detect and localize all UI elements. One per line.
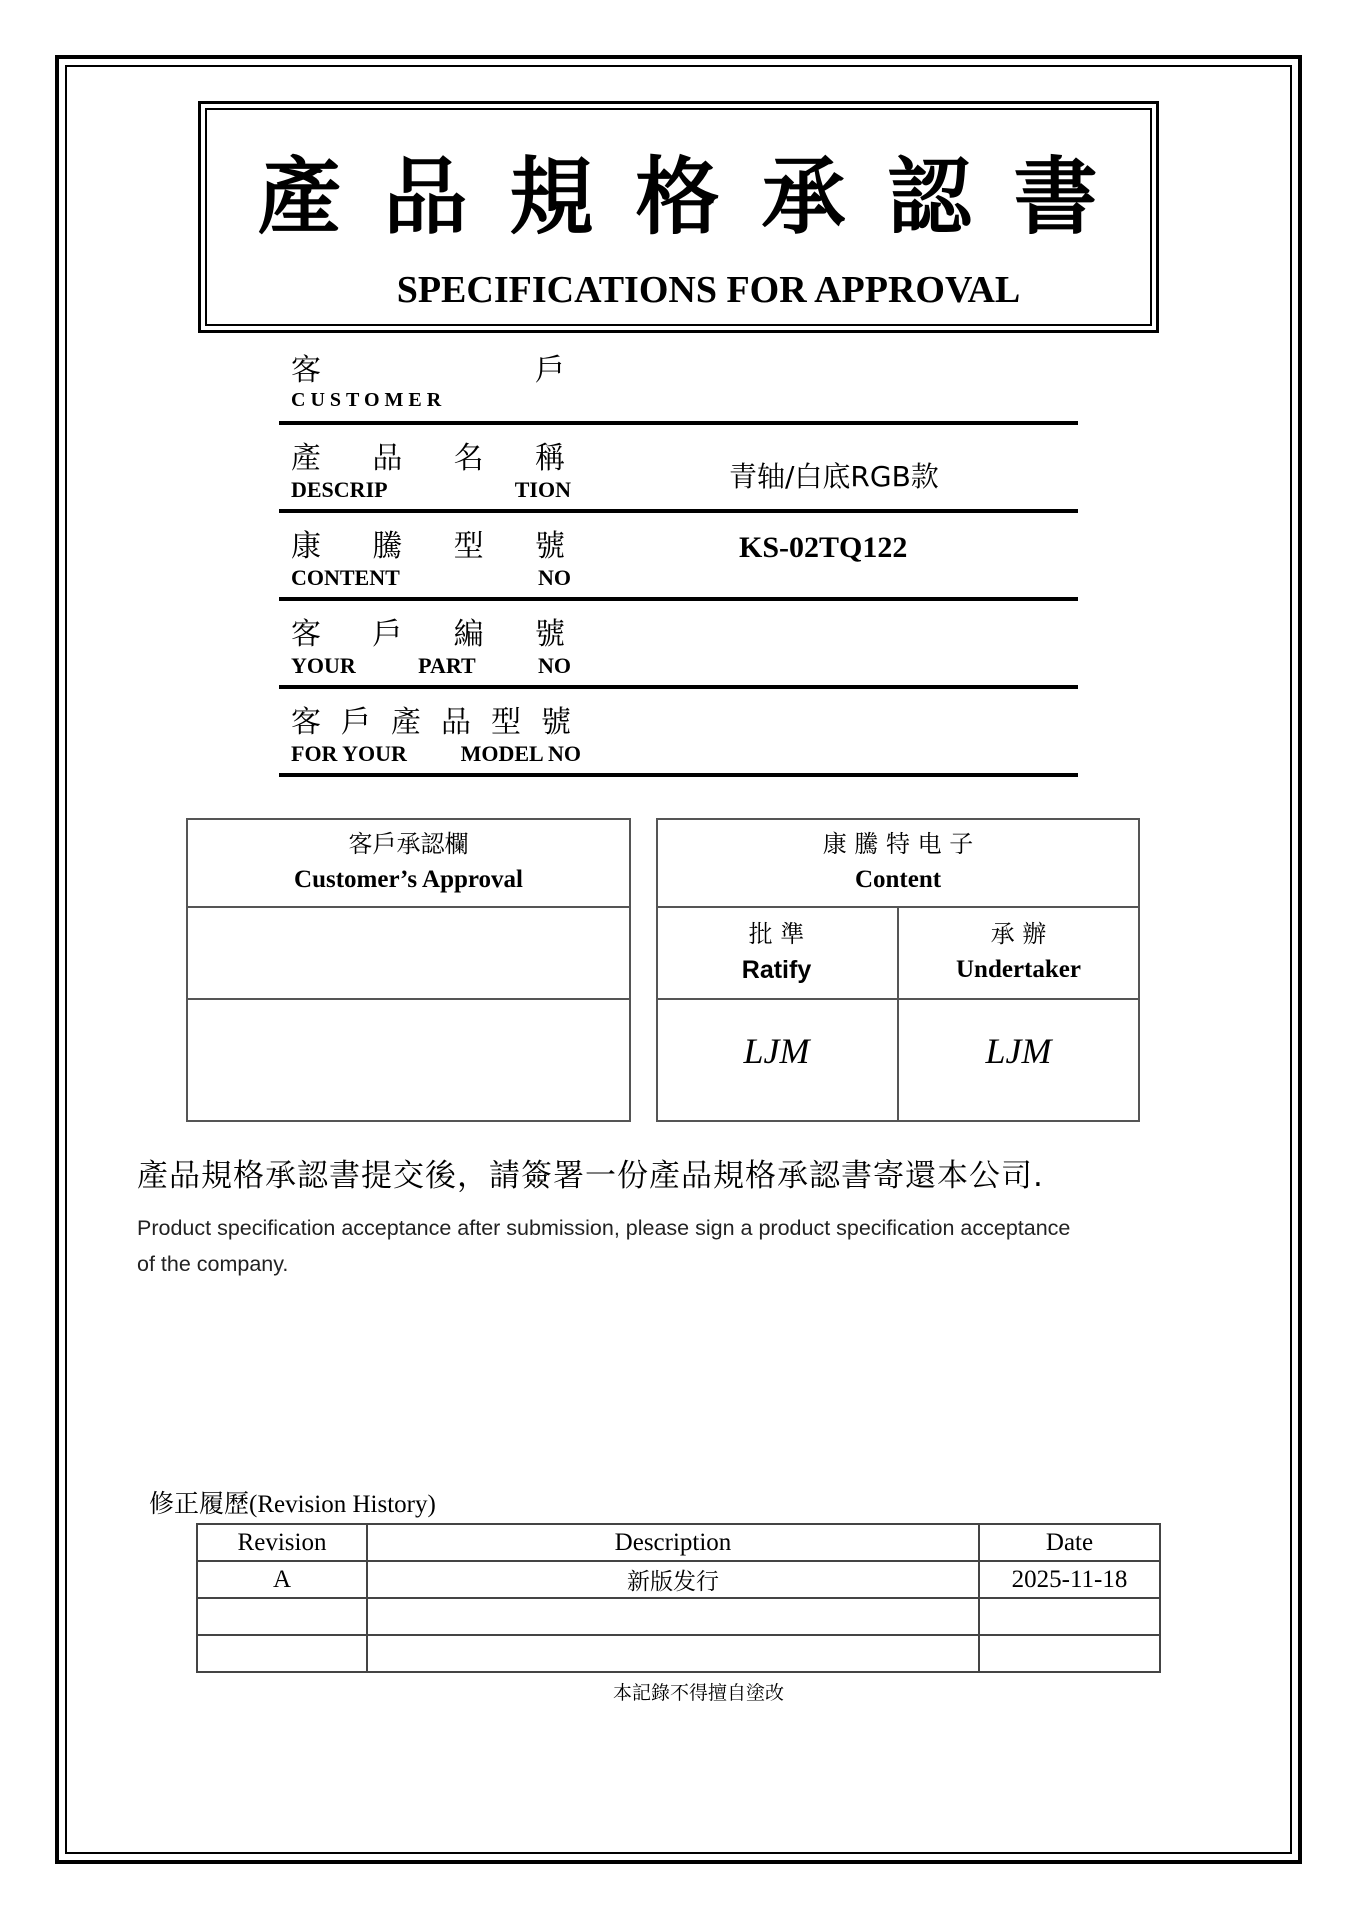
customer-approval-en: Customer’s Approval	[294, 866, 523, 893]
label-word: YOUR	[291, 653, 356, 678]
table-row	[197, 1598, 1160, 1635]
undertaker-header	[897, 916, 1140, 988]
revision-history-label: 修正履歷(Revision History)	[149, 1491, 436, 1518]
cell-date	[979, 1598, 1160, 1635]
row-label-en	[291, 389, 571, 412]
ratify-header	[656, 916, 897, 988]
label-word: NO	[538, 565, 571, 590]
label-char: 客	[291, 617, 321, 652]
cell-revision	[197, 1598, 367, 1635]
undertaker-zh: 承 辦	[990, 920, 1047, 948]
company-header	[656, 826, 1140, 898]
table-row	[197, 1635, 1160, 1672]
note-chinese: 產品規格承認書提交後，請簽署一份產品規格承認書寄還本公司.	[137, 1158, 1044, 1194]
label-char: 名	[453, 441, 484, 476]
label-char: 戶	[372, 617, 403, 652]
customer-approval-zh: 客戶承認欄	[348, 830, 469, 858]
label-char: 號	[541, 705, 571, 740]
customer-approval-header	[186, 826, 631, 898]
label-char: 客	[291, 705, 321, 740]
header-date: Date	[979, 1524, 1160, 1561]
cell-date	[979, 1635, 1160, 1672]
row-value: KS-02TQ122	[739, 531, 908, 564]
cell-description	[367, 1598, 979, 1635]
info-row	[279, 601, 1078, 689]
label-char: 品	[441, 705, 471, 740]
row-label-en	[291, 653, 571, 679]
info-row	[279, 425, 1078, 513]
note-english: Product specification acceptance after submission, please sign a product specification acceptance of the company.	[137, 1216, 1071, 1276]
label-char: 號	[534, 617, 565, 652]
ratify-signature: LJM	[743, 1031, 810, 1071]
cell-revision: A	[197, 1561, 367, 1598]
revision-table	[196, 1523, 1161, 1673]
row-label-en	[291, 741, 581, 767]
ratify-zh: 批 準	[748, 920, 805, 948]
header-description: Description	[367, 1524, 979, 1561]
header-revision: Revision	[197, 1524, 367, 1561]
label-char: 品	[372, 441, 403, 476]
label-char: 騰	[372, 529, 403, 564]
label-word: FOR YOUR	[291, 741, 407, 766]
cell-revision	[197, 1635, 367, 1672]
undertaker-signature: LJM	[985, 1031, 1052, 1071]
label-word: TION	[514, 477, 571, 502]
row-label-zh	[291, 345, 565, 389]
row-value: 青轴/白底RGB款	[729, 460, 939, 493]
label-word: PART	[418, 653, 476, 678]
undertaker-en: Undertaker	[956, 956, 1081, 983]
info-row	[279, 337, 1078, 425]
row-label-zh	[291, 609, 565, 653]
company-zh: 康 騰 特 电 子	[822, 830, 974, 858]
label-char: 型	[491, 705, 521, 740]
row-label-zh	[291, 697, 571, 741]
cell-date: 2025-11-18	[979, 1561, 1160, 1598]
label-char: 型	[453, 529, 484, 564]
info-row	[279, 689, 1078, 777]
label-char: 戶	[341, 705, 371, 740]
divider	[186, 906, 631, 908]
label-word: NO	[537, 653, 571, 678]
table-header-row	[197, 1524, 1160, 1561]
label-char: 產	[391, 705, 421, 740]
cell-description: 新版发行	[367, 1561, 979, 1598]
row-label-zh	[291, 521, 565, 565]
label-char: 客	[291, 353, 321, 388]
ratify-en: Ratify	[741, 956, 812, 984]
row-label-zh	[291, 433, 565, 477]
label-char: 稱	[534, 441, 565, 476]
info-row	[279, 513, 1078, 601]
cell-description	[367, 1635, 979, 1672]
label-char: 戶	[535, 353, 565, 388]
row-label-en	[291, 565, 571, 591]
company-en: Content	[854, 866, 942, 893]
title-english: SPECIFICATIONS FOR APPROVAL	[396, 269, 1021, 311]
label-word: CUSTOMER	[291, 389, 447, 411]
label-char: 康	[291, 529, 321, 564]
label-word: MODEL NO	[460, 741, 581, 766]
row-label-en	[291, 477, 571, 503]
label-word: DESCRIP	[291, 477, 388, 502]
label-char: 產	[291, 441, 321, 476]
divider	[186, 998, 631, 1000]
label-word: CONTENT	[291, 565, 400, 590]
title-chinese: 產品規格承認書	[257, 148, 1140, 246]
label-char: 號	[534, 529, 565, 564]
table-row	[197, 1561, 1160, 1598]
footer-note: 本記錄不得擅自塗改	[612, 1682, 784, 1704]
label-char: 編	[453, 617, 484, 652]
